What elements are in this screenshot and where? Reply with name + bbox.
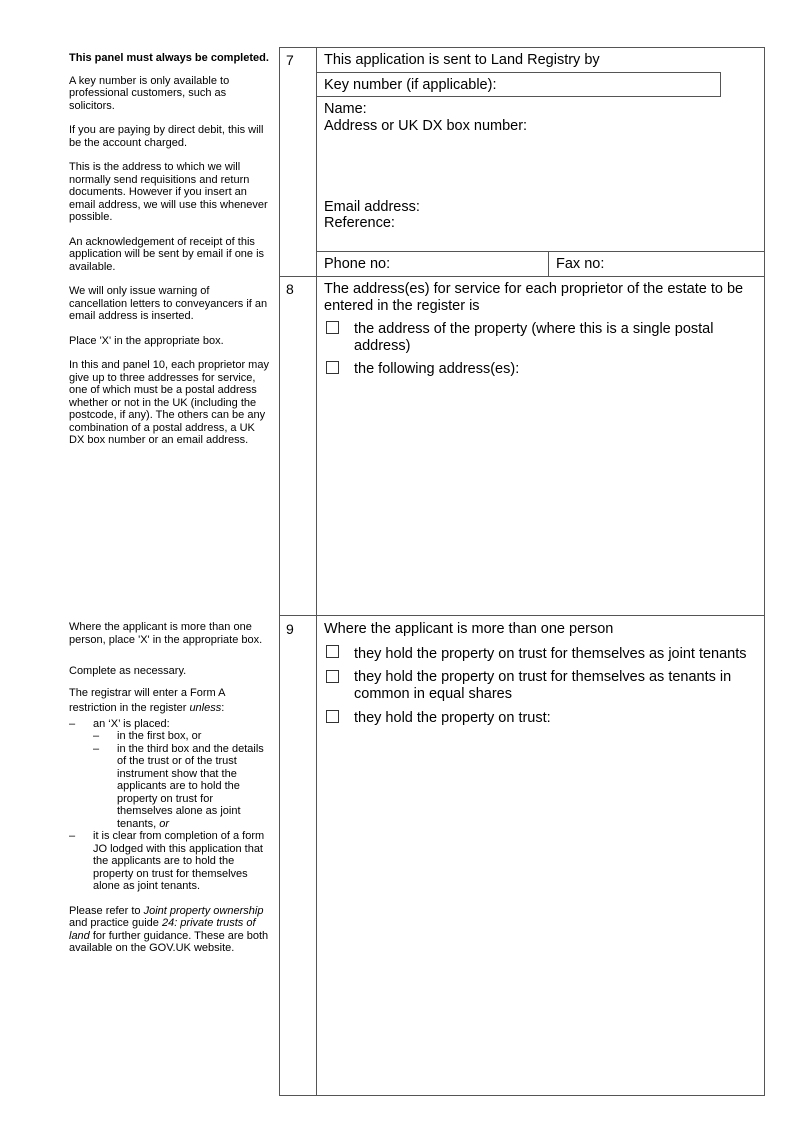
panel-7-number: 7 [286,52,294,68]
name-label: Name: [324,101,367,117]
condition-x-placed: – an ‘X’ is placed: – in the first box, or – in the third box and the details of the trust or of the trust instrument show that the applicants are to hold the property on trust for themselves alone as joint tenants, or [69,718,269,831]
joint-tenants-checkbox[interactable] [326,645,339,658]
note-place-x: Place 'X' in the appropriate box. [69,334,224,347]
address-label: Address or UK DX box number: [324,118,528,134]
key-number-label: Key number (if applicable): [324,77,497,93]
note-must-complete: This panel must always be completed. [69,52,269,64]
hold-on-trust-label: they hold the property on trust: [354,710,551,726]
panel-8-number: 8 [286,281,294,297]
reference-label: Reference: [324,215,395,231]
note-addresses-for-service: In this and panel 10, each proprietor may give up to three addresses for service, one of which must be a postal address whether or not in the UK (including the postcode, if any). The others can be any combination of a postal address, a UK DX box number or an email address. [69,359,269,446]
panel-7-title: This application is sent to Land Registry by [324,52,600,68]
note-cancellation: We will only issue warning of cancellation letters to conveyancers if an email address is inserted. [69,285,268,322]
condition-form-jo: – it is clear from completion of a form JO lodged with this application that the applicants are to hold the property on trust for themselves alone as joint tenants. [69,830,269,893]
note-refer-guidance: Please refer to Joint property ownership and practice guide 24: private trusts of land for further guidance. These are both available on the GOV.UK website. [69,904,269,954]
note-form-a-restriction: The registrar will enter a Form A restriction in the register unless: [69,686,225,714]
note-more-than-one: Where the applicant is more than one person, place 'X' in the appropriate box. [69,621,263,646]
email-label: Email address: [324,199,420,215]
following-addresses-checkbox[interactable] [326,361,339,374]
note-complete-necessary: Complete as necessary. [69,665,187,677]
fax-label: Fax no: [556,256,605,272]
note-address-purpose: This is the address to which we will normally send requisitions and return documents. However if you insert an email address, we will use this whenever possible. [69,161,268,223]
panel-8-top-rule [279,276,765,277]
phone-fax-divider [548,251,549,276]
condition-third-box: – in the third box and the details of the trust or of the trust instrument show that the applicants are to hold the property on trust for themselves alone as joint tenants, or [93,743,269,831]
panel-9-title: Where the applicant is more than one person [324,621,614,637]
tenants-in-common-label: they hold the property on trust for themselves as tenants in common in equal shares [354,669,732,702]
note-acknowledgement: An acknowledgement of receipt of this application will be sent by email if one is available. [69,235,265,273]
panel-8-title: The address(es) for service for each proprietor of the estate to be entered in the register is [324,281,744,314]
address-of-property-checkbox[interactable] [326,321,339,334]
side-notes-panel-9 [69,621,269,955]
phone-row-top-rule [316,251,765,252]
note-key-number: A key number is only available to professional customers, such as solicitors. [69,74,230,112]
panel-9-top-rule [279,615,765,616]
hold-on-trust-checkbox[interactable] [326,710,339,723]
phone-label: Phone no: [324,256,391,272]
tenants-in-common-checkbox[interactable] [326,670,339,683]
restriction-conditions [69,718,269,893]
panel-9-number: 9 [286,621,294,637]
address-of-property-label: the address of the property (where this is a single postal address) [354,321,714,354]
joint-tenants-label: they hold the property on trust for themselves as joint tenants [354,646,747,662]
condition-first-box: – in the first box, or [93,730,269,743]
side-notes-panel-7-8 [69,52,269,447]
note-direct-debit: If you are paying by direct debit, this will be the account charged. [69,124,264,149]
panel-number-divider [316,47,317,1096]
following-addresses-label: the following address(es): [354,361,520,377]
